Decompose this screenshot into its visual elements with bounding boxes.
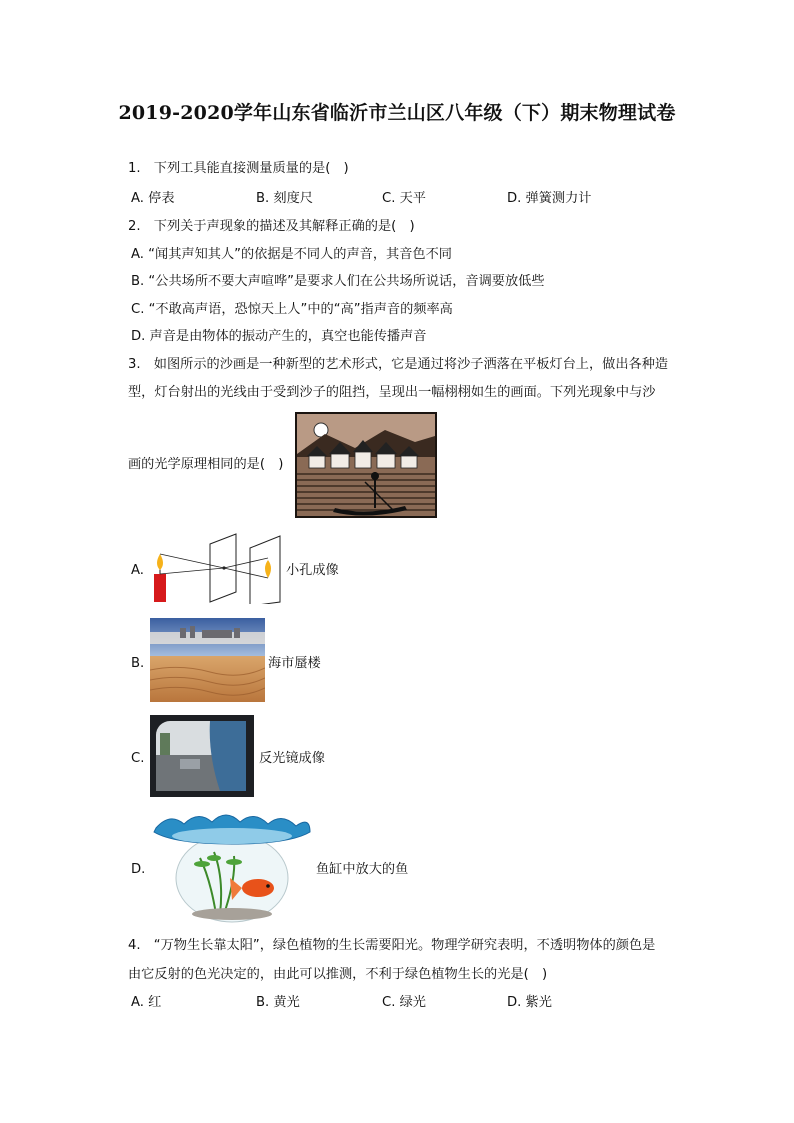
- q2-stem: 2. 下列关于声现象的描述及其解释正确的是( ): [128, 219, 415, 234]
- q4-stem-line2: 由它反射的色光决定的，由此可以推测，不利于绿色植物生长的光是( ): [128, 967, 548, 982]
- q3-option-c-letter: C.: [131, 751, 145, 766]
- q1-option-a: A. 停表: [131, 191, 175, 206]
- page-title: 2019-2020学年山东省临沂市兰山区八年级（下）期末物理试卷: [118, 102, 676, 124]
- q1-option-c: C. 天平: [382, 191, 426, 206]
- q2-option-a: A. “闻其声知其人”的依据是不同人的声音，其音色不同: [131, 247, 452, 262]
- q3-option-a-label: 小孔成像: [286, 563, 339, 578]
- q4-option-c: C. 绿光: [382, 995, 426, 1010]
- q2-option-b: B. “公共场所不要大声喧哗”是要求人们在公共场所说话，音调要放低些: [131, 274, 545, 289]
- q4-option-b: B. 黄光: [256, 995, 300, 1010]
- side-mirror-photo: [150, 715, 254, 797]
- q1-option-b: B. 刻度尺: [256, 191, 313, 206]
- q4-option-a: A. 红: [131, 995, 162, 1010]
- q3-option-d-label: 鱼缸中放大的鱼: [316, 862, 409, 877]
- pinhole-camera-diagram: [150, 532, 284, 604]
- q3-option-b-label: 海市蜃楼: [268, 656, 321, 671]
- q1-option-d: D. 弹簧测力计: [507, 191, 592, 206]
- q3-stem-line3: 画的光学原理相同的是( ): [128, 457, 284, 472]
- q3-option-d-letter: D.: [131, 862, 146, 877]
- fishbowl-photo: [150, 808, 314, 924]
- q1-stem: 1. 下列工具能直接测量质量的是( ): [128, 161, 349, 176]
- q3-stem-line2: 型，灯台射出的光线由于受到沙子的阻挡，呈现出一幅栩栩如生的画面。下列光现象中与沙: [128, 385, 656, 400]
- q4-stem-line1: 4. “万物生长靠太阳”，绿色植物的生长需要阳光。物理学研究表明，不透明物体的颜色是: [128, 938, 656, 953]
- sand-painting-image: [295, 412, 437, 518]
- mirage-photo: [150, 618, 265, 702]
- q3-option-c-label: 反光镜成像: [259, 751, 325, 766]
- q3-option-a-letter: A.: [131, 563, 144, 578]
- q3-stem-line1: 3. 如图所示的沙画是一种新型的艺术形式，它是通过将沙子洒落在平板灯台上，做出各种造: [128, 357, 669, 372]
- q4-option-d: D. 紫光: [507, 995, 552, 1010]
- q2-option-c: C. “不敢高声语，恐惊天上人”中的“高”指声音的频率高: [131, 302, 453, 317]
- q3-option-b-letter: B.: [131, 656, 145, 671]
- q2-option-d: D. 声音是由物体的振动产生的，真空也能传播声音: [131, 329, 427, 344]
